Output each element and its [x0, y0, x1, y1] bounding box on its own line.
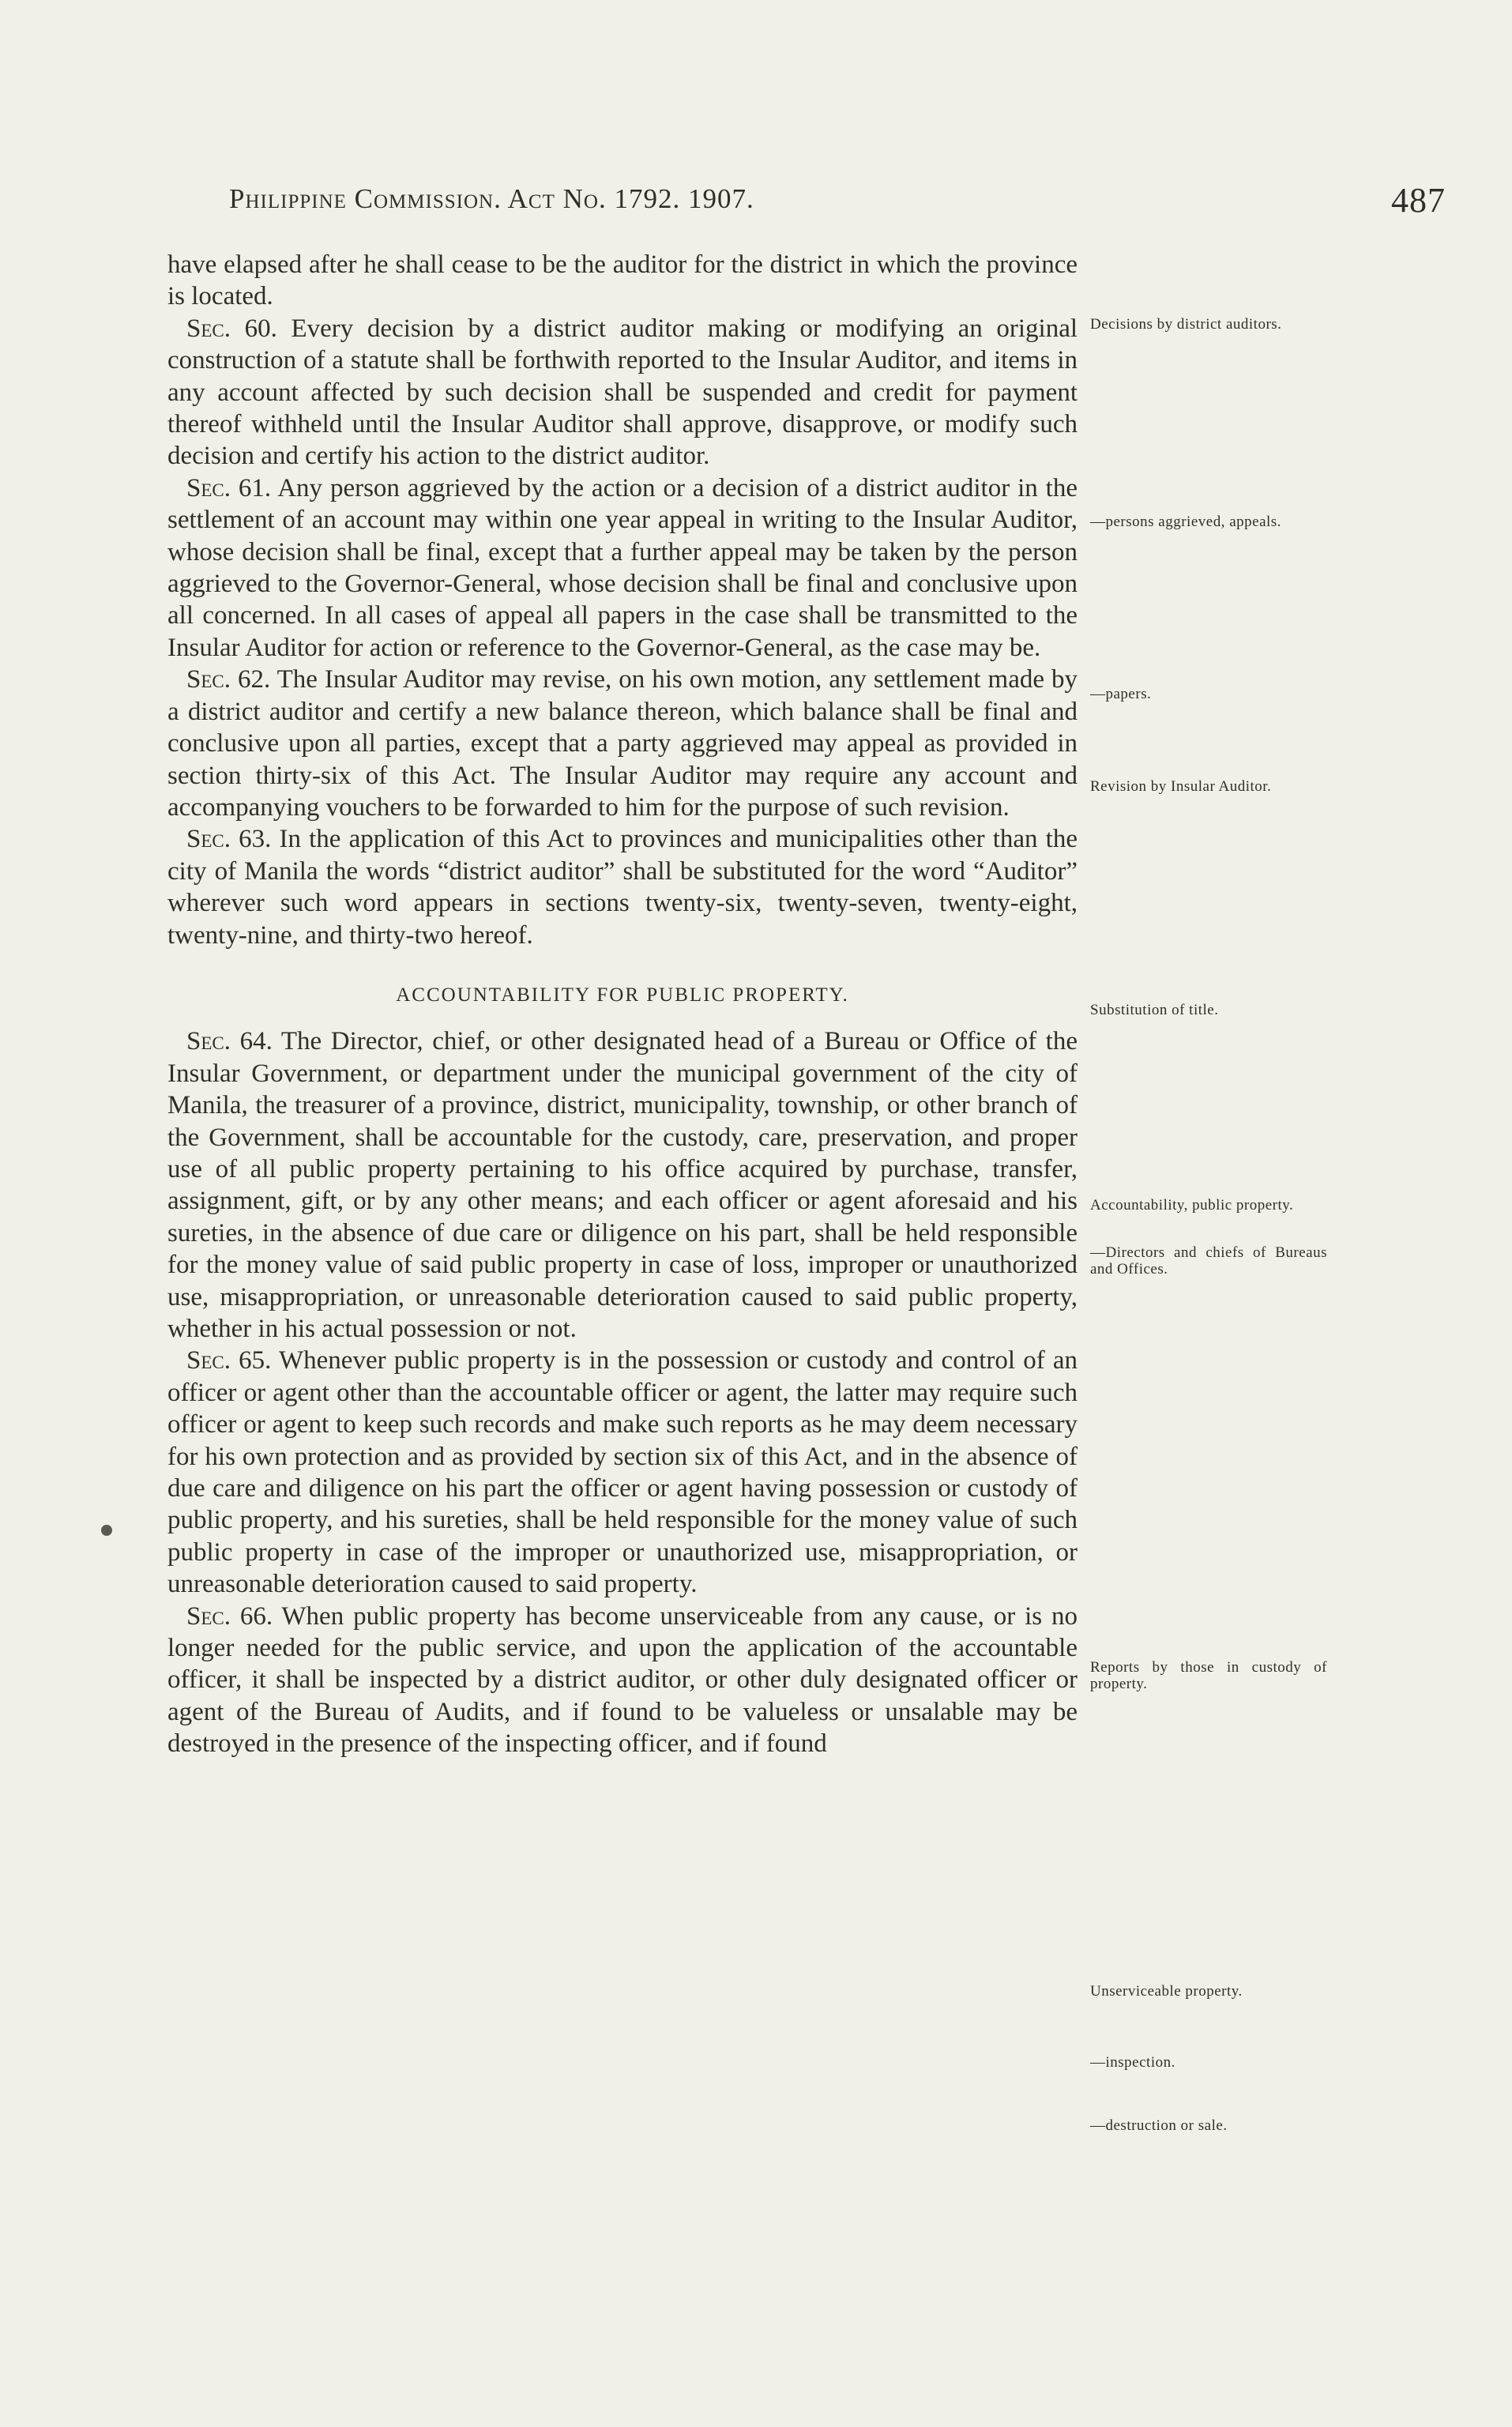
margin-note-directors: —Directors and chiefs of Bureaus and Offices. — [1090, 1244, 1327, 1277]
section-63-text: In the application of this Act to provinces and municipalities other than the city of Manila the words “district auditor” shall be substituted for the word “Auditor” wherever such word appears in sections twenty-six, twenty-seven, twenty-eight, twenty-nine, and thirty-two hereof. — [167, 825, 1078, 950]
section-60-label: Sec. 60. — [186, 314, 277, 343]
running-header — [229, 183, 1446, 231]
margin-note-substitution: Substitution of title. — [1090, 1002, 1219, 1018]
section-66-text: When public property has become unserviceable from any cause, or is no longer needed for the public service, and upon the application of the accountable officer, it shall be inspected by a district auditor, or other duly designated officer or agent of the Bureau of Audits, and if found to be valueless or unsalable may be destroyed in the presence of the inspecting officer, and if found — [167, 1601, 1078, 1759]
section-61-label: Sec. 61. — [186, 473, 272, 502]
section-64-label: Sec. 64. — [186, 1027, 273, 1056]
section-62 — [167, 664, 1078, 823]
section-65-text: Whenever public property is in the possession or custody and control of an officer or agent other than the accountable officer or agent, the latter may require such officer or agent to keep such records and make such reports as he may deem necessary for his own protection and as provided by section six of this Act, and in the absence of due care and diligence on his part the officer or agent having possession or custody of public property, and his sureties, shall be held responsible for the money value of such public property in case of the improper or unauthorized use, misappropriation, or unreasonable deterioration caused to said property. — [167, 1346, 1078, 1599]
margin-note-revision: Revision by Insular Auditor. — [1090, 778, 1272, 795]
section-63 — [167, 823, 1078, 951]
body-text — [167, 249, 1078, 1760]
margin-note-accountability: Accountability, public property. — [1090, 1197, 1294, 1214]
header-title: Philippine Commission. Act No. 1792. 1907. — [229, 183, 754, 214]
section-65-label: Sec. 65. — [186, 1346, 272, 1375]
section-63-label: Sec. 63. — [186, 825, 272, 854]
margin-note-inspection: —inspection. — [1090, 2054, 1175, 2071]
section-62-text: The Insular Auditor may revise, on his own motion, any settlement made by a district auditor and certify a new balance thereon, which balance shall be final and conclusive upon all parties, except that a party aggrieved may appeal as provided in section thirty-six of this Act. The Insular Auditor may require any account and accompanying vouchers to be forwarded to him for the purpose of such revision. — [167, 665, 1078, 822]
section-66-label: Sec. 66. — [186, 1601, 273, 1631]
section-65 — [167, 1345, 1078, 1600]
margin-note-destruction: —destruction or sale. — [1090, 2117, 1228, 2134]
ink-speck — [101, 1525, 112, 1536]
section-66 — [167, 1601, 1078, 1760]
section-64-text: The Director, chief, or other designated head of a Bureau or Office of the Insular Government, or department under the municipal government of the city of Manila, the treasurer of a province, district, municipality, township, or other branch of the Government, shall be accountable for the custody, care, preservation, and proper use of all public property pertaining to his office acquired by purchase, transfer, assignment, gift, or by any other means; and each officer or agent aforesaid and his sureties, in the absence of due care or diligence on his part, shall be held responsible for the money value of said public property in case of loss, improper or unauthorized use, misappropriation, or unreasonable deterioration caused to said public property, whether in his actual possession or not. — [167, 1027, 1078, 1343]
section-heading: ACCOUNTABILITY FOR PUBLIC PROPERTY. — [396, 984, 849, 1006]
margin-note-reports: Reports by those in custody of property. — [1090, 1659, 1327, 1692]
paragraph-continuation: have elapsed after he shall cease to be the auditor for the district in which the province is located. — [167, 250, 1078, 311]
section-61-text: Any person aggrieved by the action or a decision of a district auditor in the settlement of an account may within one year appeal in writing to the Insular Auditor, whose decision shall be final, except that a further appeal may be taken by the person aggrieved to the Governor-General, whose decision shall be final and conclusive upon all concerned. In all cases of appeal all papers in the case shall be transmitted to the Insular Auditor for action or reference to the Governor-General, as the case may be. — [167, 473, 1078, 662]
margin-note-persons-aggrieved: —persons aggrieved, appeals. — [1090, 514, 1281, 530]
section-64 — [167, 1025, 1078, 1345]
margin-note-decisions: Decisions by district auditors. — [1090, 316, 1282, 333]
section-60 — [167, 313, 1078, 472]
margin-note-papers: —papers. — [1090, 686, 1152, 702]
page-number: 487 — [1391, 181, 1446, 220]
section-61 — [167, 472, 1078, 664]
margin-note-unserviceable: Unserviceable property. — [1090, 1983, 1243, 2000]
section-60-text: Every decision by a district auditor making or modifying an original construction of a statute shall be forthwith reported to the Insular Auditor, and items in any account affected by such decision shall be suspended and credit for payment thereof withheld until the Insular Auditor shall approve, disapprove, or modify such decision and certify his action to the district auditor. — [167, 314, 1078, 471]
section-62-label: Sec. 62. — [186, 665, 271, 694]
